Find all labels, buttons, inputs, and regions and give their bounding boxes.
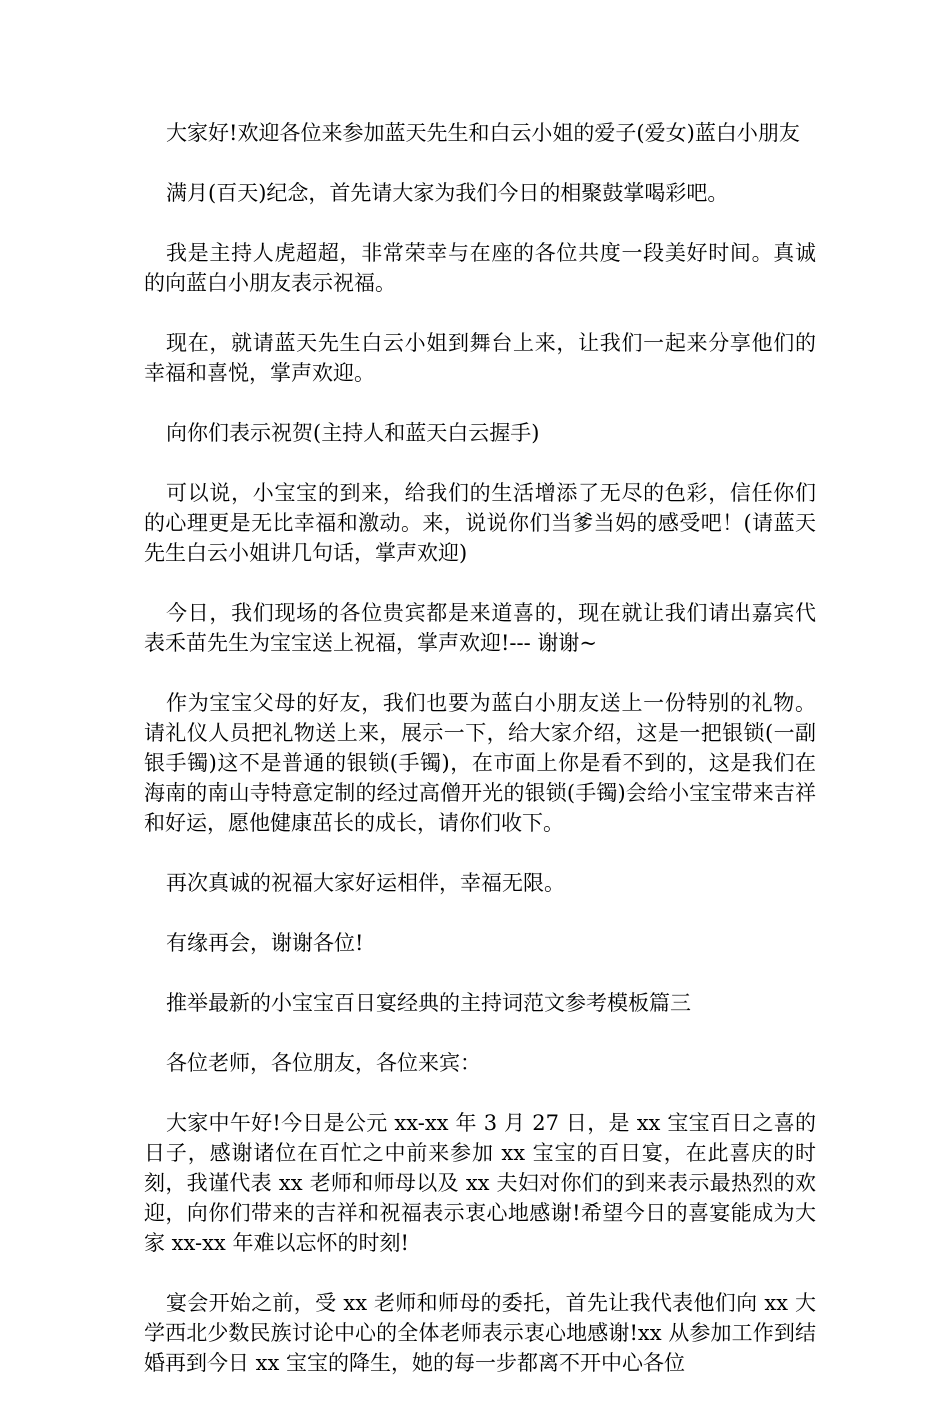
paragraph: 满月(百天)纪念，首先请大家为我们今日的相聚鼓掌喝彩吧。 [166,181,729,205]
paragraph: 有缘再会，谢谢各位! [166,931,364,955]
paragraph: 今日，我们现场的各位贵宾都是来道喜的，现在就让我们请出嘉宾代表禾苗先生为宝宝送上祝福，掌声欢迎!--- 谢谢~ [144,601,816,655]
document-body [144,118,816,1408]
paragraph: 可以说，小宝宝的到来，给我们的生活增添了无尽的色彩，信任你们的心理更是无比幸福和激动。来，说说你们当爹当妈的感受吧！(请蓝天先生白云小姐讲几句话，掌声欢迎) [144,481,816,565]
paragraph: 再次真诚的祝福大家好运相伴，幸福无限。 [166,871,565,895]
paragraph: 大家中午好!今日是公元 xx-xx 年 3 月 27 日，是 xx 宝宝百日之喜的日子，感谢诸位在百忙之中前来参加 xx 宝宝的百日宴，在此喜庆的时刻，我谨代表 xx 老师和师母以及 xx 夫妇对你们的到来表示最热烈的欢迎，向你们带来的吉祥和祝福表示衷心地感谢!希望今日的喜宴能成为大家 xx-xx 年难以忘怀的时刻! [144,1111,816,1255]
paragraph: 大家好!欢迎各位来参加蓝天先生和白云小姐的爱子(爱女)蓝白小朋友 [166,121,800,145]
section-heading: 推举最新的小宝宝百日宴经典的主持词范文参考模板篇三 [166,991,691,1015]
paragraph: 我是主持人虎超超，非常荣幸与在座的各位共度一段美好时间。真诚的向蓝白小朋友表示祝福。 [144,241,816,295]
paragraph: 现在，就请蓝天先生白云小姐到舞台上来，让我们一起来分享他们的幸福和喜悦，掌声欢迎。 [144,331,816,385]
salutation: 各位老师，各位朋友，各位来宾： [166,1051,481,1075]
paragraph: 作为宝宝父母的好友，我们也要为蓝白小朋友送上一份特别的礼物。请礼仪人员把礼物送上来，展示一下，给大家介绍，这是一把银锁(一副银手镯)这不是普通的银锁(手镯)，在市面上你是看不到的，这是我们在海南的南山寺特意定制的经过高僧开光的银锁(手镯)会给小宝宝带来吉祥和好运，愿他健康茁长的成长，请你们收下。 [144,691,816,835]
paragraph: 向你们表示祝贺(主持人和蓝天白云握手) [166,421,540,445]
paragraph: 宴会开始之前，受 xx 老师和师母的委托，首先让我代表他们向 xx 大学西北少数民族讨论中心的全体老师表示衷心地感谢!xx 从参加工作到结婚再到今日 xx 宝宝的降生，她的每一步都离不开中心各位 [144,1291,816,1375]
